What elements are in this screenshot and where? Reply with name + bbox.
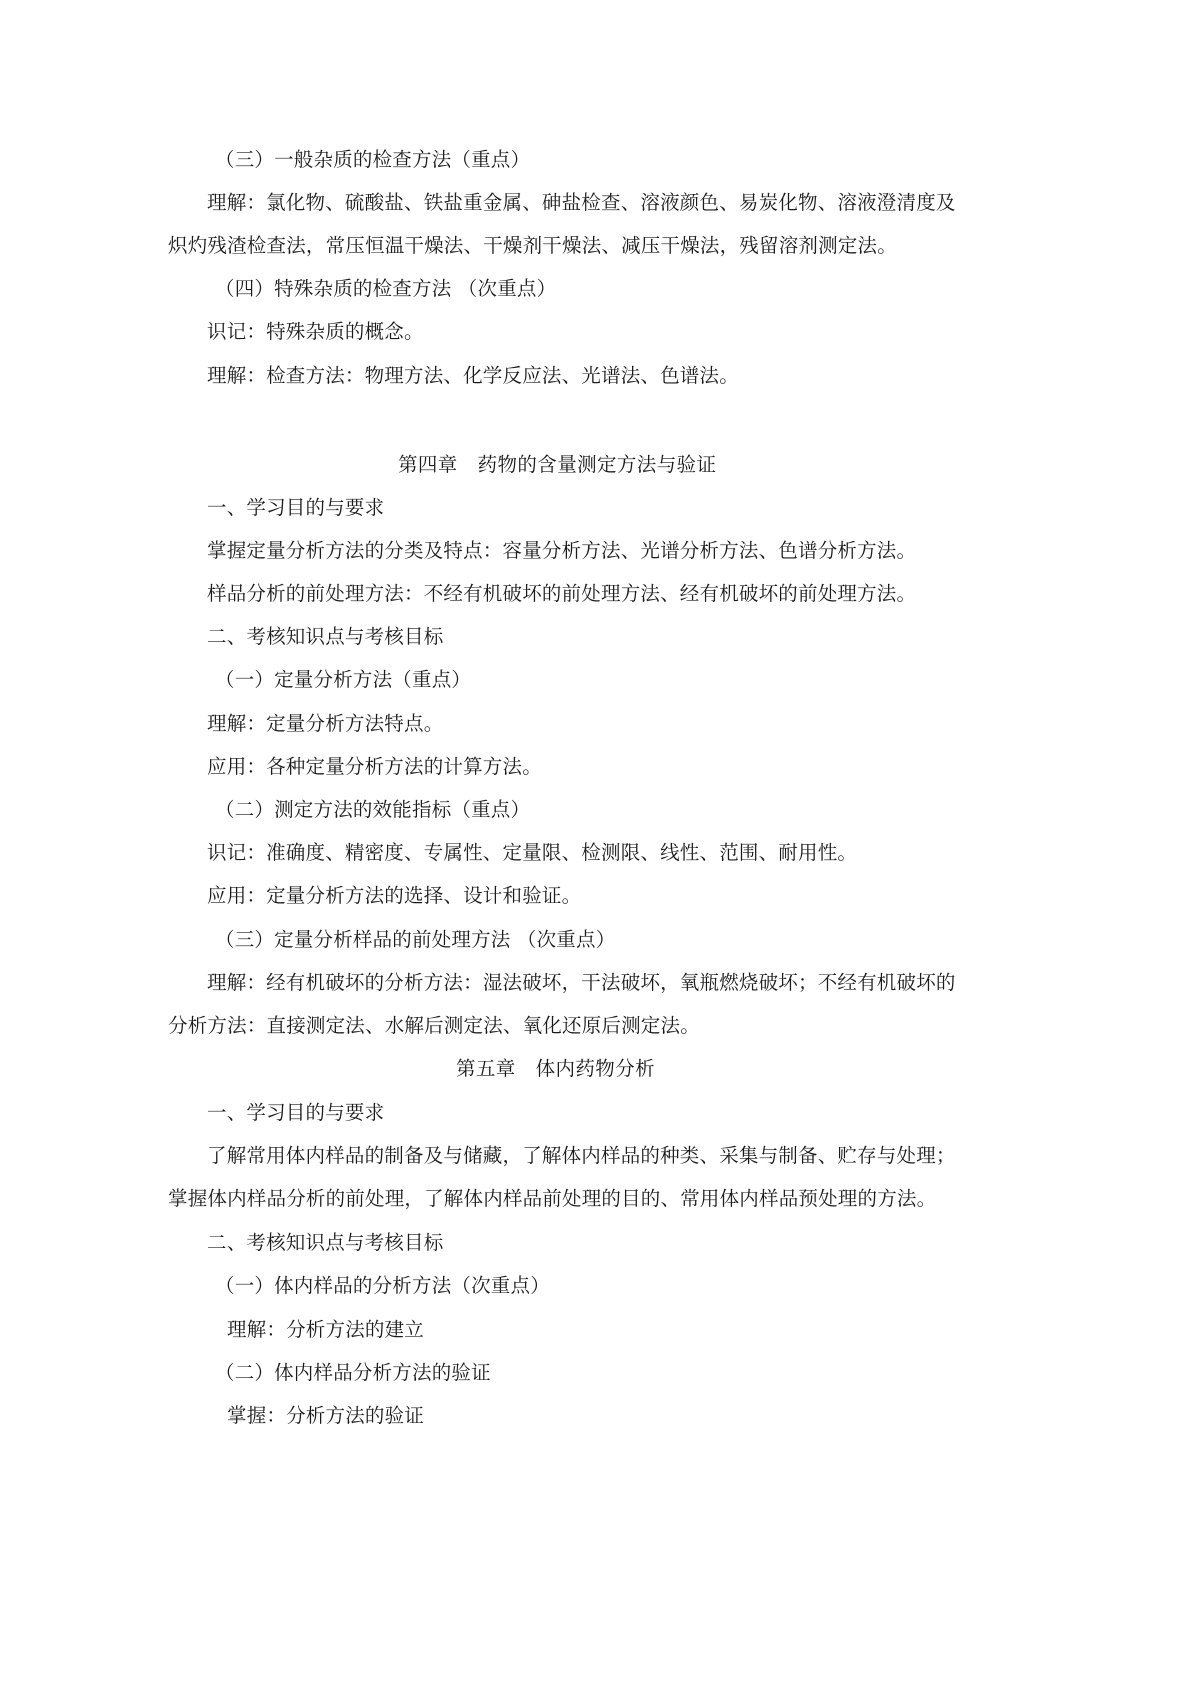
paragraph-line: 理解：经有机破坏的分析方法：湿法破坏，干法破坏，氧瓶燃烧破坏；不经有机破坏的 <box>207 971 956 994</box>
subsection-heading: （三）一般杂质的检查方法（重点） <box>215 148 531 171</box>
paragraph-line: 掌握定量分析方法的分类及特点：容量分析方法、光谱分析方法、色谱分析方法。 <box>207 539 917 562</box>
paragraph-line: 理解：检查方法：物理方法、化学反应法、光谱法、色谱法。 <box>207 364 739 387</box>
subsection-heading: （二）测定方法的效能指标（重点） <box>215 798 531 821</box>
subsection-heading: （一）定量分析方法（重点） <box>215 668 472 691</box>
section-heading: 一、学习目的与要求 <box>207 1101 385 1124</box>
paragraph-line: 样品分析的前处理方法：不经有机破坏的前处理方法、经有机破坏的前处理方法。 <box>207 582 917 605</box>
subsection-heading: （三）定量分析样品的前处理方法 （次重点） <box>215 928 616 951</box>
subsection-heading: （二）体内样品分析方法的验证 <box>215 1361 491 1384</box>
paragraph-line: 应用：各种定量分析方法的计算方法。 <box>207 755 542 778</box>
subsection-heading: （四）特殊杂质的检查方法 （次重点） <box>215 277 557 300</box>
paragraph-line: 炽灼残渣检查法，常压恒温干燥法、干燥剂干燥法、减压干燥法，残留溶剂测定法。 <box>168 234 897 257</box>
paragraph-line: 识记：准确度、精密度、专属性、定量限、检测限、线性、范围、耐用性。 <box>207 841 858 864</box>
chapter-title: 第四章 药物的含量测定方法与验证 <box>398 453 717 476</box>
chapter-title: 第五章 体内药物分析 <box>456 1057 656 1080</box>
paragraph-line: 分析方法：直接测定法、水解后测定法、氧化还原后测定法。 <box>168 1014 700 1037</box>
paragraph-line: 识记：特殊杂质的概念。 <box>207 320 424 343</box>
paragraph-line: 了解常用体内样品的制备及与储藏，了解体内样品的种类、采集与制备、贮存与处理； <box>207 1144 956 1167</box>
paragraph-line: 理解：氯化物、硫酸盐、铁盐重金属、砷盐检查、溶液颜色、易炭化物、溶液澄清度及 <box>207 191 956 214</box>
paragraph-line: 掌握体内样品分析的前处理，了解体内样品前处理的目的、常用体内样品预处理的方法。 <box>168 1187 937 1210</box>
paragraph-line: 掌握：分析方法的验证 <box>227 1404 425 1427</box>
section-heading: 二、考核知识点与考核目标 <box>207 625 444 648</box>
paragraph-line: 理解：分析方法的建立 <box>227 1318 425 1341</box>
subsection-heading: （一）体内样品的分析方法（次重点） <box>215 1274 550 1297</box>
paragraph-line: 应用：定量分析方法的选择、设计和验证。 <box>207 884 582 907</box>
section-heading: 二、考核知识点与考核目标 <box>207 1231 444 1254</box>
paragraph-line: 理解：定量分析方法特点。 <box>207 712 444 735</box>
section-heading: 一、学习目的与要求 <box>207 496 385 519</box>
